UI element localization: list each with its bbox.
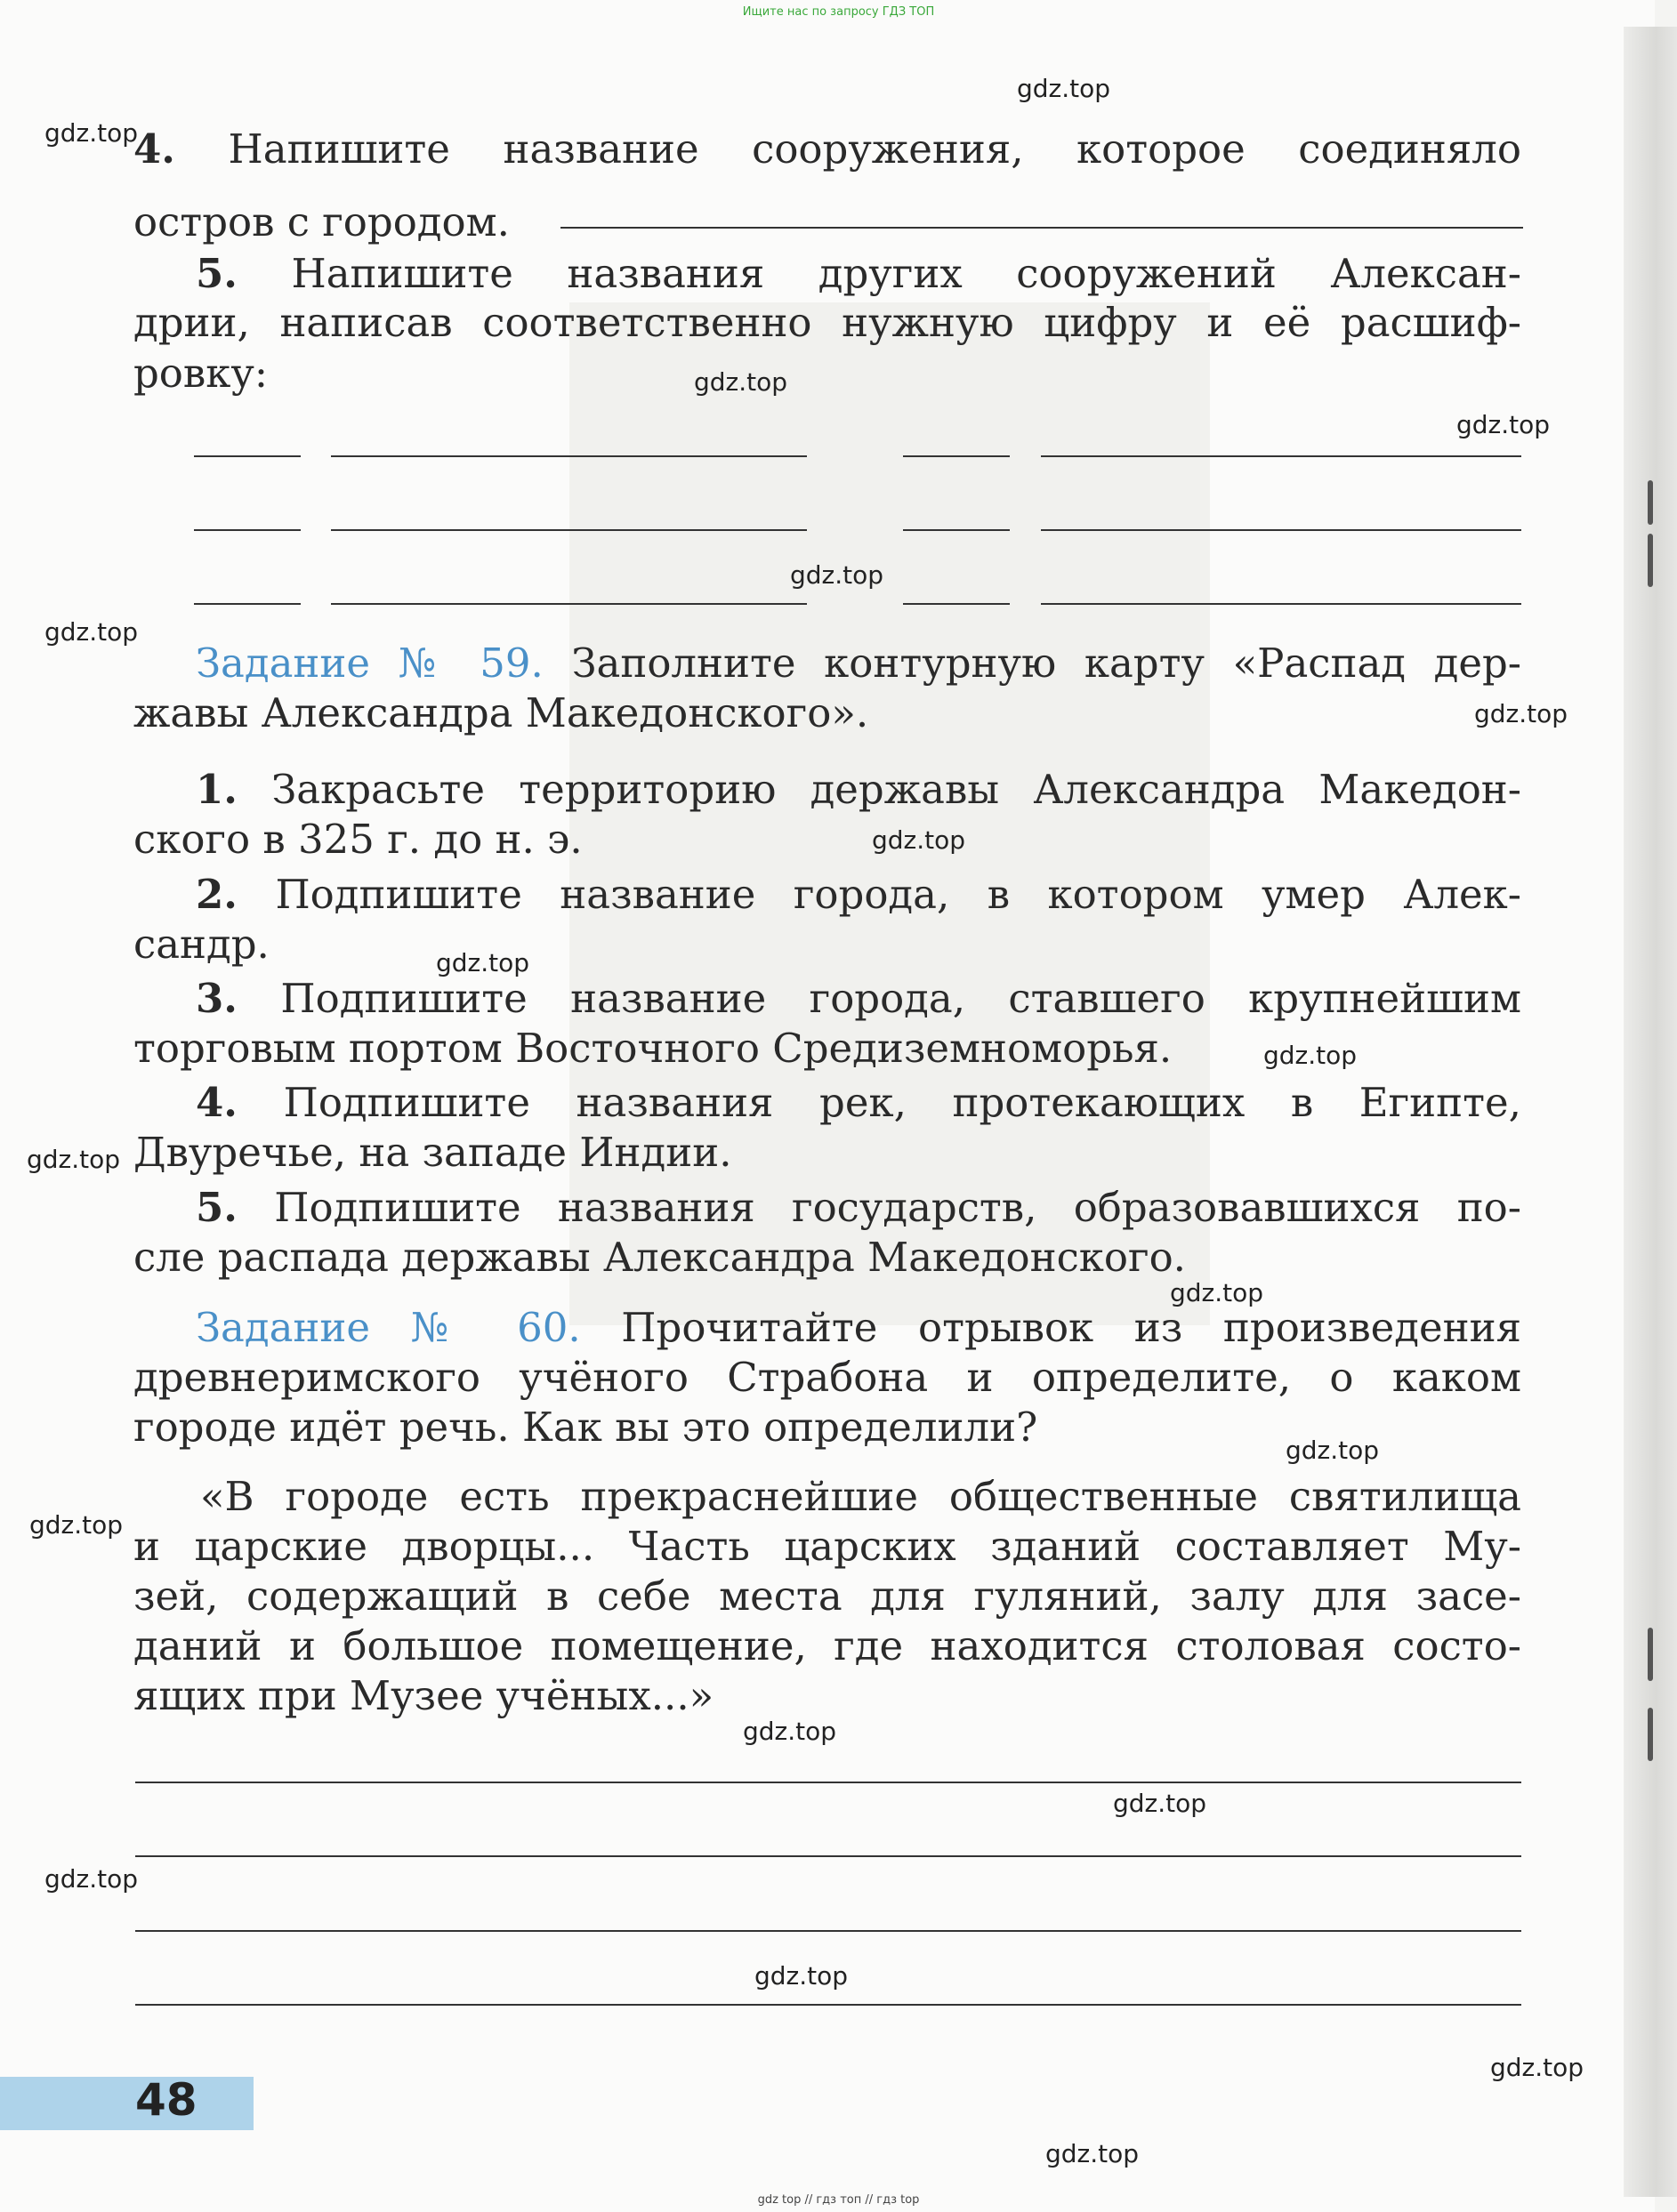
answer-line[interactable] — [135, 1855, 1521, 1857]
task59-item-1-line-1: 1. Закрасьте территорию державы Александра Македон- — [196, 766, 1521, 813]
watermark: gdz.top — [1170, 1278, 1264, 1307]
task60-heading-line-2: древнеримского учёного Страбона и определите, о каком — [133, 1354, 1521, 1401]
task60-heading-line-1: Задание № 60. Прочитайте отрывок из произведения — [196, 1304, 1522, 1351]
task59-item-3-line-2: торговым портом Восточного Средиземноморья. — [133, 1025, 1173, 1072]
watermark: gdz.top — [44, 118, 139, 148]
watermark: gdz.top — [1017, 74, 1111, 103]
quote-line-5: ящих при Музее учёных...» — [133, 1672, 714, 1719]
q5-line-2: дрии, написав соответственно нужную цифру и её расшиф- — [133, 299, 1521, 346]
watermark: gdz.top — [872, 825, 966, 855]
task59-item-1-line-2: ского в 325 г. до н. э. — [133, 816, 583, 863]
answer-line-text[interactable] — [331, 529, 807, 531]
binding-staple — [1648, 1628, 1653, 1681]
task59-item-4-line-1: 4. Подпишите названия рек, протекающих в Египте, — [196, 1079, 1521, 1126]
quote-line-1: «В городе есть прекраснейшие общественные святилища — [200, 1473, 1521, 1520]
top-banner-note[interactable]: Ищите нас по запросу ГДЗ ТОП — [742, 5, 935, 19]
q4-line-1: 4. Напишите название сооружения, которое соединяло — [133, 125, 1521, 173]
q5-number: 5. — [196, 250, 238, 297]
watermark: gdz.top — [754, 1961, 849, 1991]
task60-label: Задание № 60. — [196, 1304, 581, 1351]
quote-line-4: даний и большое помещение, где находится столовая состо- — [133, 1622, 1521, 1669]
binding-staple — [1648, 480, 1653, 525]
watermark: gdz.top — [1456, 410, 1551, 439]
binding-staple — [1648, 1708, 1653, 1761]
watermark: gdz.top — [1490, 2053, 1584, 2082]
page-edge-shadow — [1624, 27, 1677, 2197]
answer-line-number[interactable] — [194, 529, 301, 531]
q4-number: 4. — [133, 125, 175, 173]
watermark: gdz.top — [44, 617, 139, 647]
task59-item-5-line-1: 5. Подпишите названия государств, образовавшихся по- — [196, 1184, 1521, 1231]
answer-line-number[interactable] — [194, 603, 301, 605]
watermark: gdz.top — [29, 1510, 124, 1540]
task59-item-4-line-2: Двуречье, на западе Индии. — [133, 1129, 732, 1176]
watermark: gdz.top — [1286, 1436, 1380, 1465]
q5-line-3: ровку: — [133, 350, 268, 397]
watermark: gdz.top — [27, 1145, 121, 1174]
watermark: gdz.top — [436, 948, 530, 977]
answer-line-text[interactable] — [331, 455, 807, 457]
answer-line-number[interactable] — [903, 529, 1010, 531]
answer-line-text[interactable] — [331, 603, 807, 605]
task59-item-2-line-1: 2. Подпишите название города, в котором умер Алек- — [196, 871, 1521, 918]
watermark: gdz.top — [1474, 699, 1568, 728]
answer-line[interactable] — [135, 2004, 1521, 2006]
task59-label: Задание № 59. — [196, 639, 544, 687]
quote-line-3: зей, содержащий в себе места для гуляний, залу для засе- — [133, 1573, 1521, 1620]
answer-line[interactable] — [560, 227, 1523, 229]
q5-line-1: 5. Напишите названия других сооружений Алексан- — [196, 250, 1522, 297]
answer-line-number[interactable] — [194, 455, 301, 457]
bottom-footer-note: gdz top // гдз топ // гдз top — [757, 2193, 920, 2207]
task59-item-3-line-1: 3. Подпишите название города, ставшего крупнейшим — [196, 975, 1521, 1022]
watermark: gdz.top — [1045, 2139, 1140, 2168]
watermark: gdz.top — [1263, 1041, 1358, 1070]
task59-heading-line-2: жавы Александра Македонского». — [133, 689, 869, 736]
watermark: gdz.top — [790, 560, 884, 590]
watermark: gdz.top — [44, 1864, 139, 1894]
answer-line[interactable] — [135, 1930, 1521, 1932]
task59-item-5-line-2: сле распада державы Александра Македонского. — [133, 1234, 1186, 1281]
answer-line-number[interactable] — [903, 603, 1010, 605]
watermark: gdz.top — [743, 1717, 837, 1746]
page-number-band — [0, 2077, 254, 2130]
task59-item-2-line-2: сандр. — [133, 921, 270, 968]
q4-line-2: остров с городом. — [133, 198, 510, 245]
answer-line-text[interactable] — [1041, 455, 1521, 457]
binding-staple — [1648, 534, 1653, 587]
quote-line-2: и царские дворцы... Часть царских зданий составляет Му- — [133, 1523, 1521, 1570]
answer-line-text[interactable] — [1041, 529, 1521, 531]
watermark: gdz.top — [1113, 1789, 1207, 1818]
task60-heading-line-3: городе идёт речь. Как вы это определили? — [133, 1404, 1038, 1451]
answer-line-text[interactable] — [1041, 603, 1521, 605]
watermark: gdz.top — [694, 367, 788, 397]
answer-line-number[interactable] — [903, 455, 1010, 457]
answer-line[interactable] — [135, 1782, 1521, 1783]
task59-heading-line-1: Задание № 59. Заполните контурную карту «Распад дер- — [196, 639, 1521, 687]
page-number: 48 — [135, 2074, 198, 2126]
